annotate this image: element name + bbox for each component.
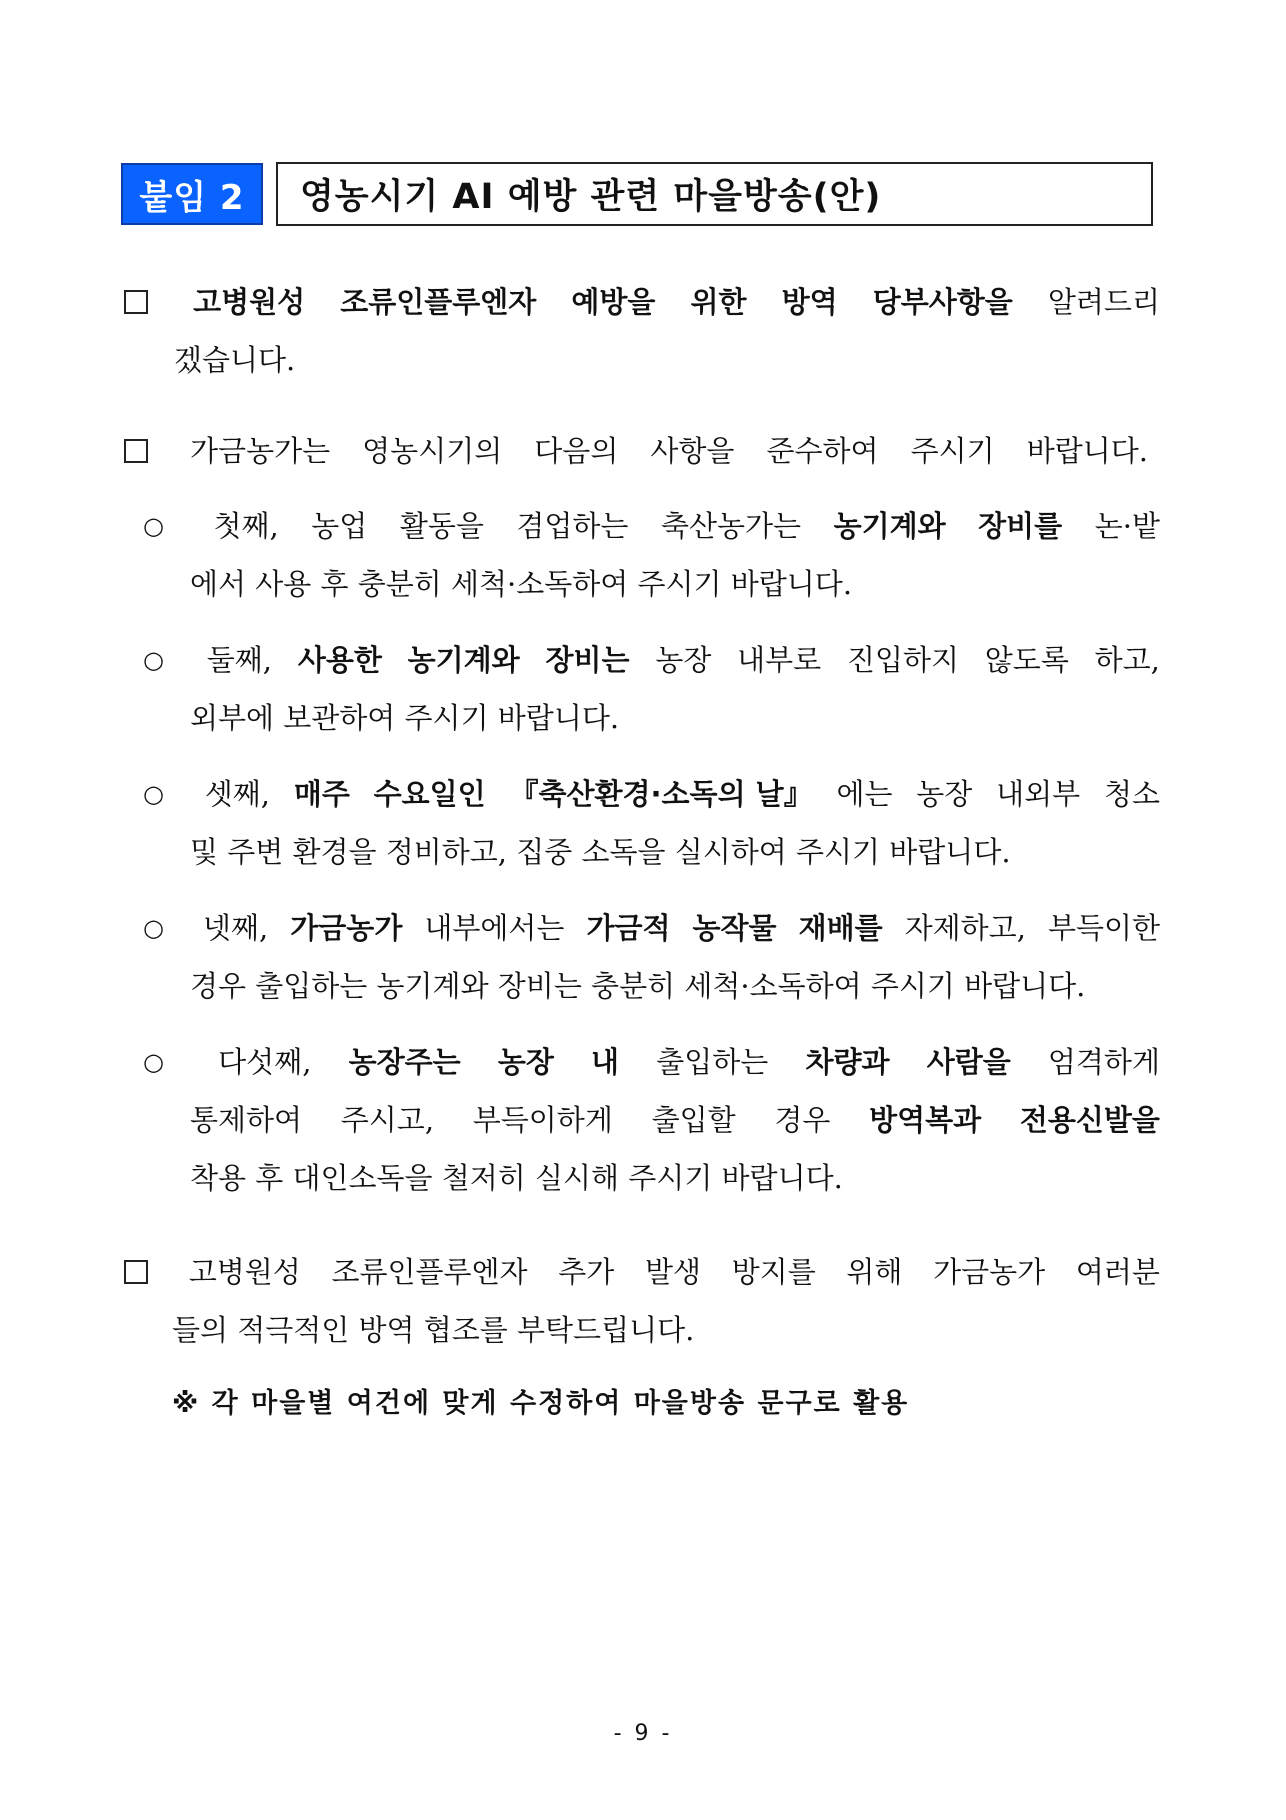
item5-line3: 착용 후 대인소독을 철저히 실시해 주시기 바랍니다. <box>190 1161 843 1195</box>
text-segment: 둘째, <box>206 643 273 677</box>
text-segment: 내부에서는 <box>424 911 565 945</box>
circle-bullet-icon: ○ <box>143 512 164 540</box>
text-segment: 『축산환경·소독의 날』 <box>509 777 813 811</box>
text-segment: 셋째, <box>204 777 271 811</box>
text-segment: 가금농가 <box>290 911 403 945</box>
text-segment: 않도록 <box>984 643 1069 677</box>
checkbox-square-icon <box>124 439 148 463</box>
item5-line2 <box>190 1100 1160 1140</box>
text-segment: 조류인플루엔자 <box>331 1255 528 1289</box>
text-segment: 조류인플루엔자 <box>340 285 537 319</box>
text-segment: 사항을 <box>650 434 735 468</box>
item3-line1 <box>143 774 1160 814</box>
text-segment: 고병원성 <box>188 1255 301 1289</box>
para1-line1 <box>124 282 1160 322</box>
text-segment: 농장 <box>916 777 973 811</box>
text-segment: 내외부 <box>996 777 1081 811</box>
text-segment: 방역 <box>781 285 838 319</box>
text-segment: 첫째, <box>213 509 279 543</box>
text-segment: 위해 <box>846 1255 903 1289</box>
text-segment: 부득이한 <box>1047 911 1160 945</box>
text-segment: 농업 <box>311 509 368 543</box>
text-segment: 내부로 <box>737 643 822 677</box>
item1-line2: 에서 사용 후 충분히 세척·소독하여 주시기 바랍니다. <box>190 567 853 601</box>
text-segment: 예방을 <box>571 285 656 319</box>
text-segment: 차량과 <box>805 1045 890 1079</box>
text-segment: 다음의 <box>534 434 619 468</box>
text-segment: 통제하여 <box>190 1103 303 1137</box>
text-segment: 수요일인 <box>373 777 486 811</box>
document-title: 영농시기 AI 예방 관련 마을방송(안) <box>276 162 1153 226</box>
text-segment: 자제하고, <box>904 911 1026 945</box>
text-segment: 주시고, <box>340 1103 435 1137</box>
text-segment: 하고, <box>1094 643 1160 677</box>
text-segment: 출입하는 <box>656 1045 769 1079</box>
text-segment: 농기계와 <box>833 509 946 543</box>
checkbox-square-icon <box>124 290 148 314</box>
text-segment: 장비를 <box>978 509 1063 543</box>
text-segment: 추가 <box>558 1255 615 1289</box>
text-segment: 농기계와 <box>407 643 520 677</box>
checkbox-square-icon <box>124 1260 148 1284</box>
item2-line1 <box>143 640 1160 680</box>
circle-bullet-icon: ○ <box>143 1048 164 1076</box>
text-segment: 논·밭 <box>1094 509 1160 543</box>
text-segment: 주시기 <box>910 434 995 468</box>
text-segment: 여러분 <box>1075 1255 1160 1289</box>
usage-note: ※ 각 마을별 여건에 맞게 수정하여 마을방송 문구로 활용 <box>172 1387 910 1419</box>
item2-line2: 외부에 보관하여 주시기 바랍니다. <box>190 701 620 735</box>
text-segment: 진입하지 <box>846 643 960 677</box>
text-segment: 위한 <box>690 285 747 319</box>
circle-bullet-icon: ○ <box>143 780 164 808</box>
text-segment: 활동을 <box>399 509 484 543</box>
text-segment: 가금농가 <box>933 1255 1046 1289</box>
text-segment: 발생 <box>644 1255 701 1289</box>
para2-line1 <box>124 431 1148 471</box>
text-segment: 넷째, <box>203 911 269 945</box>
item3-line2: 및 주변 환경을 정비하고, 집중 소독을 실시하여 주시기 바랍니다. <box>190 835 1011 869</box>
text-segment: 다섯째, <box>218 1045 312 1079</box>
text-segment: 매주 <box>293 777 350 811</box>
text-segment: 겸업하는 <box>516 509 629 543</box>
text-segment: 경우 <box>774 1103 831 1137</box>
para1-line2: 겠습니다. <box>174 343 296 377</box>
attachment-label: 붙임 2 <box>121 163 263 225</box>
text-segment: 부득이하게 <box>472 1103 613 1137</box>
text-segment: 농장 <box>497 1045 554 1079</box>
text-segment: 사람을 <box>926 1045 1011 1079</box>
text-segment: 가금농가는 <box>190 434 331 468</box>
circle-bullet-icon: ○ <box>143 646 164 674</box>
item4-line1 <box>143 908 1160 948</box>
text-segment: 장비는 <box>545 643 630 677</box>
text-segment: 축산농가는 <box>660 509 802 543</box>
text-segment: 전용신발을 <box>1019 1103 1160 1137</box>
text-segment: 에는 <box>836 777 893 811</box>
item4-line2: 경우 출입하는 농기계와 장비는 충분히 세척·소독하여 주시기 바랍니다. <box>190 969 1086 1003</box>
text-segment: 방역복과 <box>869 1103 982 1137</box>
text-segment: 고병원성 <box>193 285 306 319</box>
item5-line1 <box>143 1042 1160 1082</box>
page-number: - 9 - <box>613 1721 673 1746</box>
text-segment: 영농시기의 <box>362 434 503 468</box>
text-segment: 당부사항을 <box>872 285 1013 319</box>
para3-line2: 들의 적극적인 방역 협조를 부탁드립니다. <box>172 1313 695 1347</box>
text-segment: 가금적 <box>586 911 671 945</box>
text-segment: 농장주는 <box>348 1045 461 1079</box>
text-segment: 농장 <box>655 643 712 677</box>
text-segment: 방지를 <box>731 1255 816 1289</box>
text-segment: 재배를 <box>798 911 883 945</box>
text-segment: 준수하여 <box>766 434 879 468</box>
text-segment: 출입할 <box>651 1103 736 1137</box>
text-segment: 내 <box>591 1045 620 1079</box>
text-segment: 엄격하게 <box>1047 1045 1160 1079</box>
text-segment: 청소 <box>1103 777 1160 811</box>
circle-bullet-icon: ○ <box>143 914 164 942</box>
para3-line1 <box>124 1252 1160 1292</box>
text-segment: 농작물 <box>692 911 777 945</box>
item1-line1 <box>143 506 1160 546</box>
text-segment: 사용한 <box>297 643 382 677</box>
text-segment: 바랍니다. <box>1026 434 1148 468</box>
text-segment: 알려드리 <box>1047 285 1160 319</box>
